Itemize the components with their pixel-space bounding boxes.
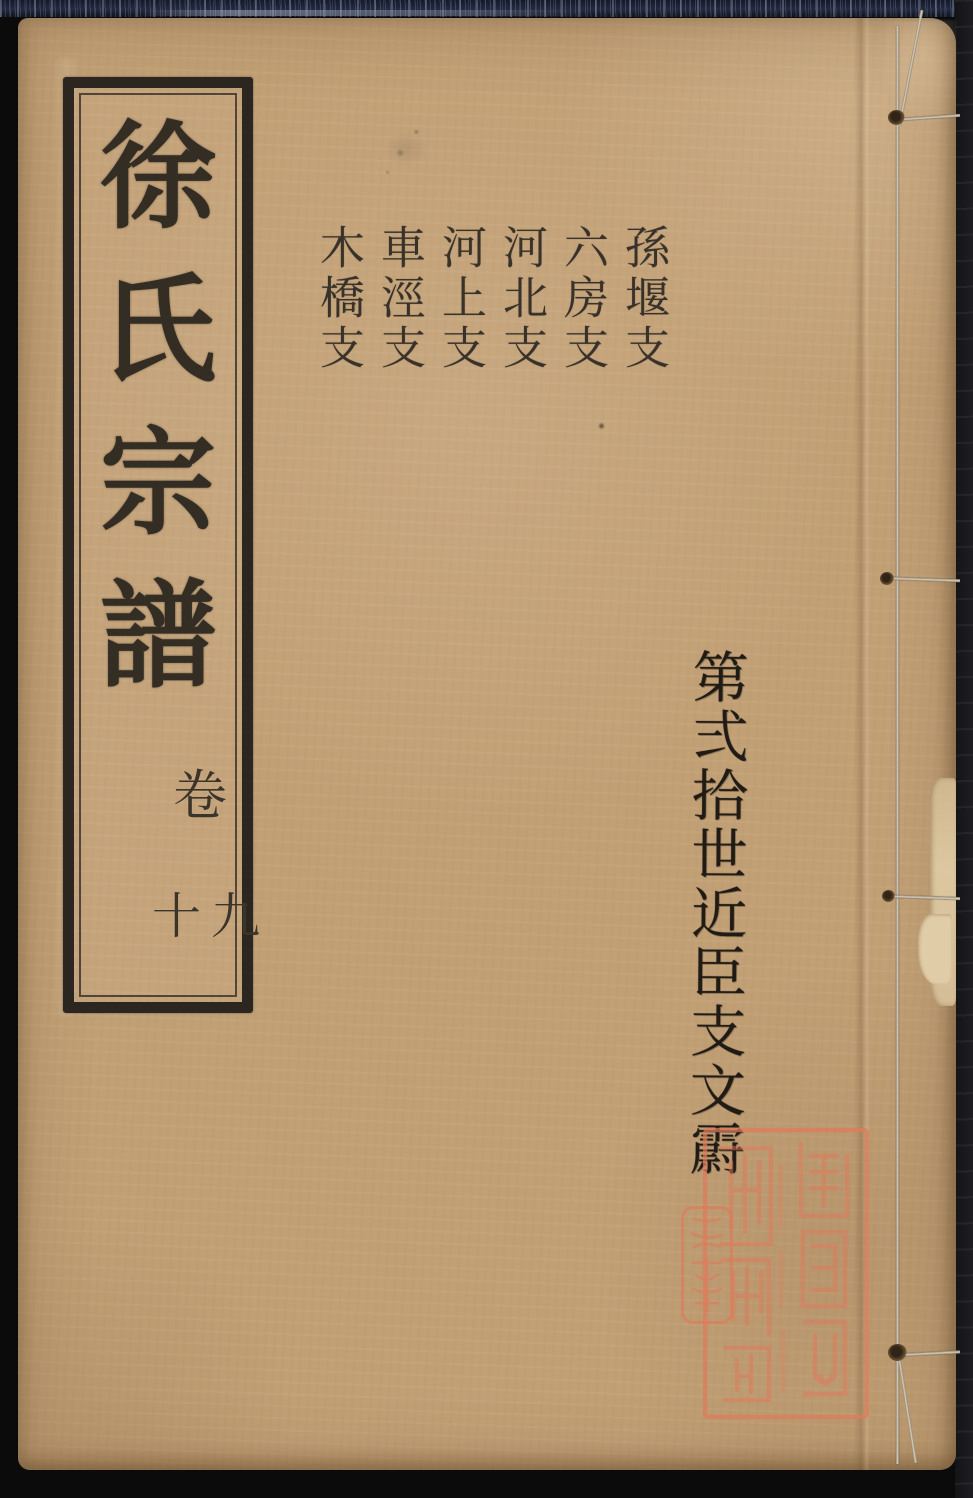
book-top-edge — [0, 0, 973, 17]
seal-glyphs — [684, 1209, 730, 1321]
stitch-hole — [888, 110, 905, 125]
branch-name: 車涇支 — [373, 224, 426, 374]
volume-number: 十九 — [152, 888, 271, 945]
ink-smudge — [370, 110, 450, 188]
stitch-hole — [880, 572, 894, 585]
branch-list — [306, 224, 674, 394]
branch-name: 河北支 — [495, 224, 548, 374]
binding-thread — [896, 26, 899, 1464]
torn-paper-patch — [918, 914, 952, 984]
volume-label: 卷 — [173, 764, 227, 827]
stitch-hole — [882, 890, 895, 902]
handwritten-inscription: 第弍拾世近臣支文霨 — [680, 647, 749, 1180]
title-char: 譜 — [100, 568, 216, 704]
red-seal-small — [681, 1206, 733, 1324]
branch-name: 孫堰支 — [617, 224, 670, 374]
background-surface — [955, 0, 973, 1498]
stitch-hole — [888, 1344, 907, 1361]
branch-name: 木橋支 — [312, 224, 365, 374]
title-char: 宗 — [100, 415, 216, 551]
book-title — [74, 102, 242, 714]
title-char: 氏 — [100, 262, 216, 398]
binding-stitch — [890, 577, 960, 582]
title-slip — [63, 77, 271, 1013]
branch-name: 河上支 — [434, 224, 487, 374]
top-edge-highlight — [140, 10, 590, 16]
binding-thread — [898, 1360, 917, 1463]
book-cover — [18, 18, 956, 1470]
branch-name: 六房支 — [556, 224, 609, 374]
binding-stitch — [898, 1350, 960, 1356]
ink-speck — [598, 422, 605, 430]
title-char: 徐 — [100, 109, 216, 245]
